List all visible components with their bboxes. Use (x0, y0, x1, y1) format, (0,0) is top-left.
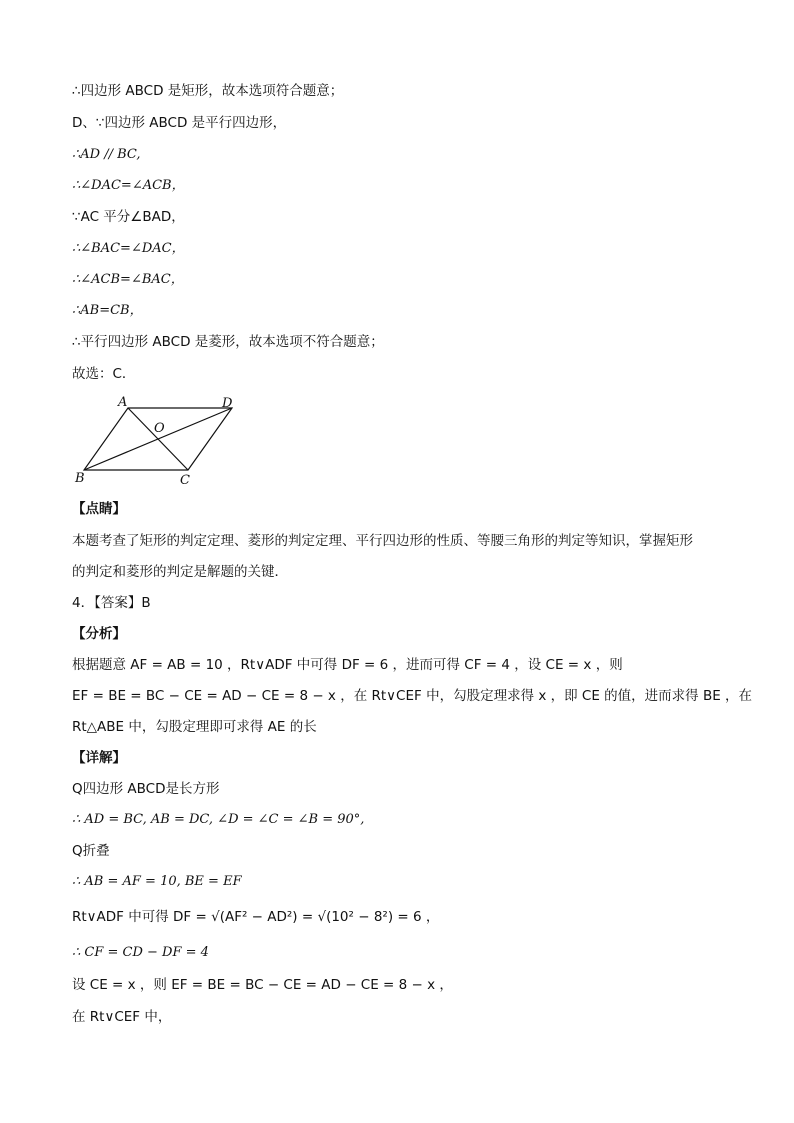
text-line: Rt△ABE 中，勾股定理即可求得 AE 的长 (72, 719, 317, 735)
text-line: ∴AD // BC, (72, 147, 141, 162)
text-line: Rt∨ADF 中可得 DF = √(AF² − AD²) = √(10² − 8²) = 6 ， (72, 909, 440, 925)
section-header-fenxi: 【分析】 (72, 626, 126, 642)
text-line: Q四边形 ABCD是长方形 (72, 781, 220, 797)
parallelogram-figure (72, 392, 252, 488)
text-line: 设 CE = x ，则 EF = BE = BC − CE = AD − CE = 8 − x ， (72, 977, 453, 993)
text-line: Q折叠 (72, 843, 110, 859)
text-line: D、∵四边形 ABCD 是平行四边形， (72, 115, 287, 131)
text-line: 故选：C． (72, 366, 136, 382)
text-line: 在 Rt∨CEF 中， (72, 1009, 172, 1025)
text-line: ∴AB=CB， (72, 303, 143, 318)
text-line: 的判定和菱形的判定是解题的关键． (72, 564, 288, 580)
answer-line: 4．【答案】B (72, 595, 151, 611)
label-d: D (222, 396, 233, 411)
text-line: ∴平行四边形 ABCD 是菱形，故本选项不符合题意； (72, 334, 384, 350)
section-header-dianjing: 【点睛】 (72, 501, 126, 517)
text-line: EF = BE = BC − CE = AD − CE = 8 − x ，在 Rt∨CEF 中，勾股定理求得 x ，即 CE 的值，进而求得 BE ，在 (72, 688, 753, 704)
label-c: C (180, 473, 190, 488)
label-a: A (118, 395, 128, 410)
text-line: ∴四边形 ABCD 是矩形，故本选项符合题意； (72, 83, 344, 99)
label-o: O (154, 421, 165, 436)
text-line: ∴∠BAC=∠DAC， (72, 241, 185, 256)
text-line: ∴ CF = CD − DF = 4 (72, 945, 209, 960)
section-header-xiangjie: 【详解】 (72, 750, 126, 766)
label-b: B (75, 471, 85, 486)
text-line: ∵AC 平分∠BAD， (72, 209, 185, 225)
text-line: ∴ AD = BC, AB = DC, ∠D = ∠C = ∠B = 90°, (72, 812, 365, 827)
text-line: ∴∠DAC=∠ACB， (72, 178, 185, 193)
text-line: 根据题意 AF = AB = 10 ，Rt∨ADF 中可得 DF = 6 ，进而可得 CF = 4 ，设 CE = x ，则 (72, 657, 623, 673)
text-line: 本题考查了矩形的判定定理、菱形的判定定理、平行四边形的性质、等腰三角形的判定等知识，掌握矩形 (72, 533, 693, 549)
text-line: ∴∠ACB=∠BAC， (72, 272, 184, 287)
text-line: ∴ AB = AF = 10, BE = EF (72, 874, 242, 889)
